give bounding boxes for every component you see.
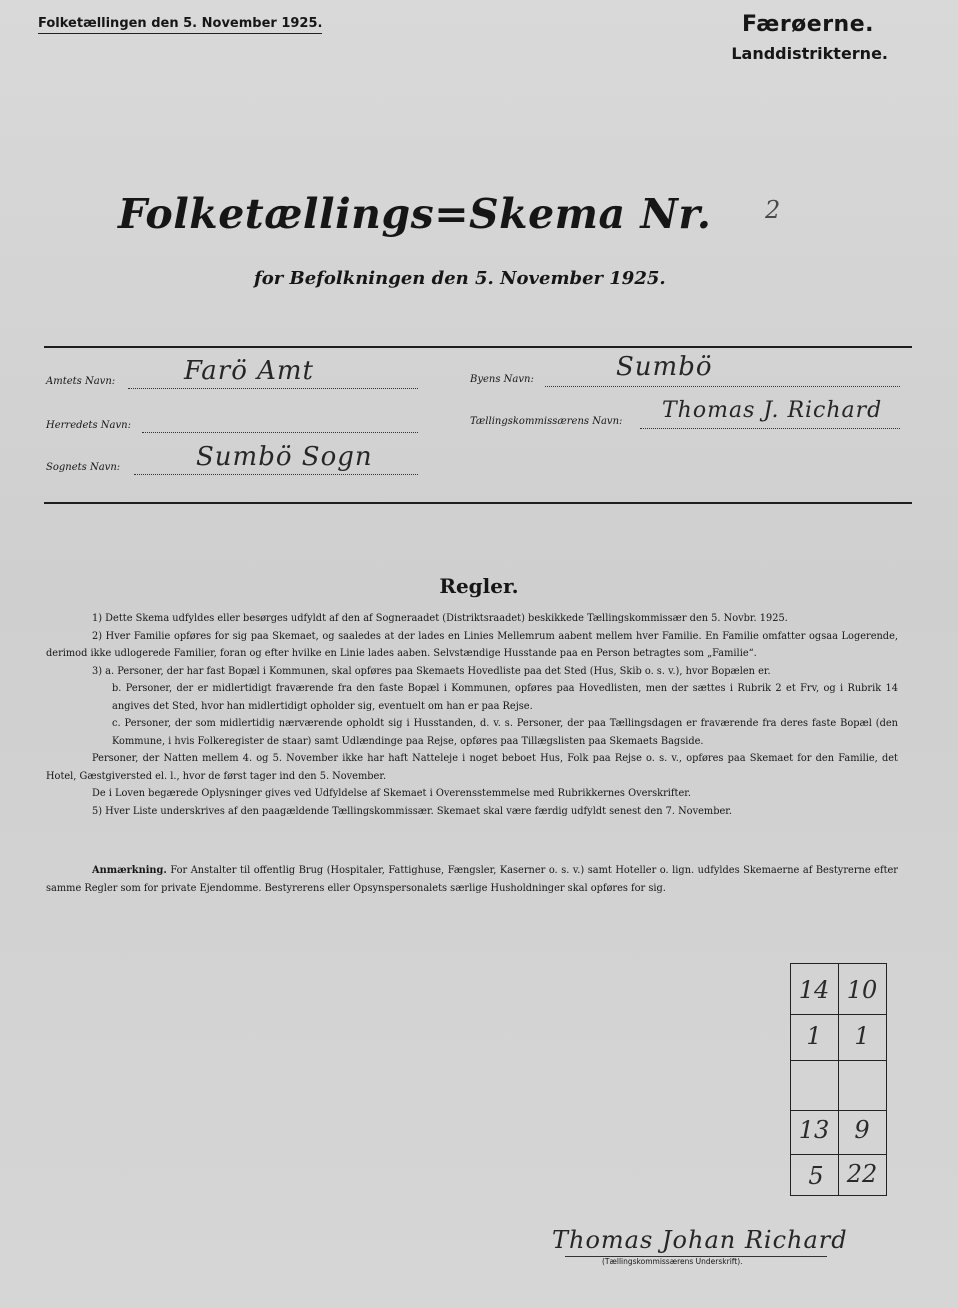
byen-value: Sumbö xyxy=(616,352,713,382)
rules-heading: Regler. xyxy=(439,574,519,598)
note-label: Anmærkning. xyxy=(92,865,167,876)
top-divider xyxy=(44,346,912,348)
rule-1: 1) Dette Skema udfyldes eller besørges udfyldt af den af Sogneraadet (Distriktsraadet) beskikkede Tællingskommissær den 5. Novbr. 1925. xyxy=(92,613,788,624)
form-number-handwritten: 2 xyxy=(765,196,781,224)
kommissaer-label: Tællingskommissærens Navn: xyxy=(470,416,623,427)
rule-3c: c. Personer, der som midlertidig nærværende opholdt sig i Husstanden, d. v. s. Personer, der paa Tællingsdagen er fraværende fra deres faste Bopæl (den Kommune, i hvis Folkeregister de staar) samt Udlændinge paa Rejse, opføres paa Tillægslisten paa Skemaets Bagside. xyxy=(112,718,898,747)
rule-4: De i Loven begærede Oplysninger gives ved Udfyldelse af Skemaet i Overensstemmelse med Rubrikkernes Overskrifter. xyxy=(92,788,691,799)
kommissaer-dotted-line xyxy=(640,428,900,429)
herred-label: Herredets Navn: xyxy=(46,420,131,431)
note-text: For Anstalter til offentlig Brug (Hospitaler, Fattighuse, Fængsler, Kaserner o. s. v.) samt Hoteller o. lign. udfyldes Skemaerne af Bestyrerne efter samme Regler som for private Ejendomme. Bestyrerens eller Opsynspersonalets særlige Husholdninger skal opføres for sig. xyxy=(46,865,898,894)
sogn-label: Sognets Navn: xyxy=(46,462,121,473)
district-header: Landdistrikterne. xyxy=(731,44,888,63)
census-date-header: Folketællingen den 5. November 1925. xyxy=(38,16,322,34)
tally-cell: 1 xyxy=(806,1022,822,1050)
herred-dotted-line xyxy=(142,432,418,433)
tally-row-divider xyxy=(791,1110,886,1111)
rule-5: 5) Hver Liste underskrives af den paagældende Tællingskommissær. Skemaet skal være færdig udfyldt senest den 7. November. xyxy=(92,805,732,817)
rules-text xyxy=(46,610,898,820)
signature-caption: (Tællingskommissærens Underskrift). xyxy=(602,1257,743,1266)
tally-row-divider xyxy=(791,1014,886,1015)
commissioner-signature: Thomas Johan Richard xyxy=(552,1226,848,1254)
form-title: Folketællings=Skema Nr. xyxy=(118,190,712,238)
amt-dotted-line xyxy=(128,388,418,389)
rule-3a: 3) a. Personer, der har fast Bopæl i Kommunen, skal opføres paa Skemaets Hovedliste paa det Sted (Hus, Skib o. s. v.), hvor Bopælen er. xyxy=(92,665,771,677)
tally-cell: 22 xyxy=(846,1160,878,1188)
amt-value: Farö Amt xyxy=(184,356,315,386)
form-subtitle: for Befolkningen den 5. November 1925. xyxy=(254,268,666,289)
amt-label: Amtets Navn: xyxy=(46,376,116,387)
tally-box xyxy=(790,963,887,1196)
tally-row-divider xyxy=(791,1154,886,1155)
tally-cell: 1 xyxy=(854,1022,870,1050)
bottom-divider xyxy=(44,502,912,504)
rule-3b: b. Personer, der er midlertidigt fraværende fra den faste Bopæl i Kommunen, opføres paa Hovedlisten, men der sættes i Rubrik 2 et Frv, og i Rubrik 14 angives det Sted, hvor han midlertidigt opholder sig, eventuelt om han er paa Rejse. xyxy=(112,683,898,712)
tally-row-divider xyxy=(791,1060,886,1061)
tally-cell: 9 xyxy=(854,1116,870,1144)
sogn-value: Sumbö Sogn xyxy=(196,442,373,472)
byen-label: Byens Navn: xyxy=(470,374,534,385)
rule-3d: Personer, der Natten mellem 4. og 5. November ikke har haft Natteleje i noget beboet Hus, Folk paa Rejse o. s. v., opføres paa Skemaet for den Familie, det Hotel, Gæstgiversted el. l., hvor de først tager ind den 5. November. xyxy=(46,753,898,782)
tally-cell: 10 xyxy=(846,976,878,1004)
kommissaer-value: Thomas J. Richard xyxy=(662,398,883,423)
region-header: Færøerne. xyxy=(742,12,874,37)
tally-cell: 14 xyxy=(798,976,830,1004)
note-paragraph xyxy=(46,862,898,898)
tally-cell: 13 xyxy=(798,1116,830,1144)
tally-cell: 5 xyxy=(808,1162,824,1190)
rule-2: 2) Hver Familie opføres for sig paa Skemaet, og saaledes at der lades en Linies Mellemrum aabent mellem hver Familie. En Familie omfatter ogsaa Logerende, derimod ikke udlogerede Familier, foran og efter hvilke en Linie lades aaben. Selvstændige Husstande paa en Person betragtes som „Familie“. xyxy=(46,630,898,659)
sogn-dotted-line xyxy=(134,474,418,475)
byen-dotted-line xyxy=(545,386,900,387)
